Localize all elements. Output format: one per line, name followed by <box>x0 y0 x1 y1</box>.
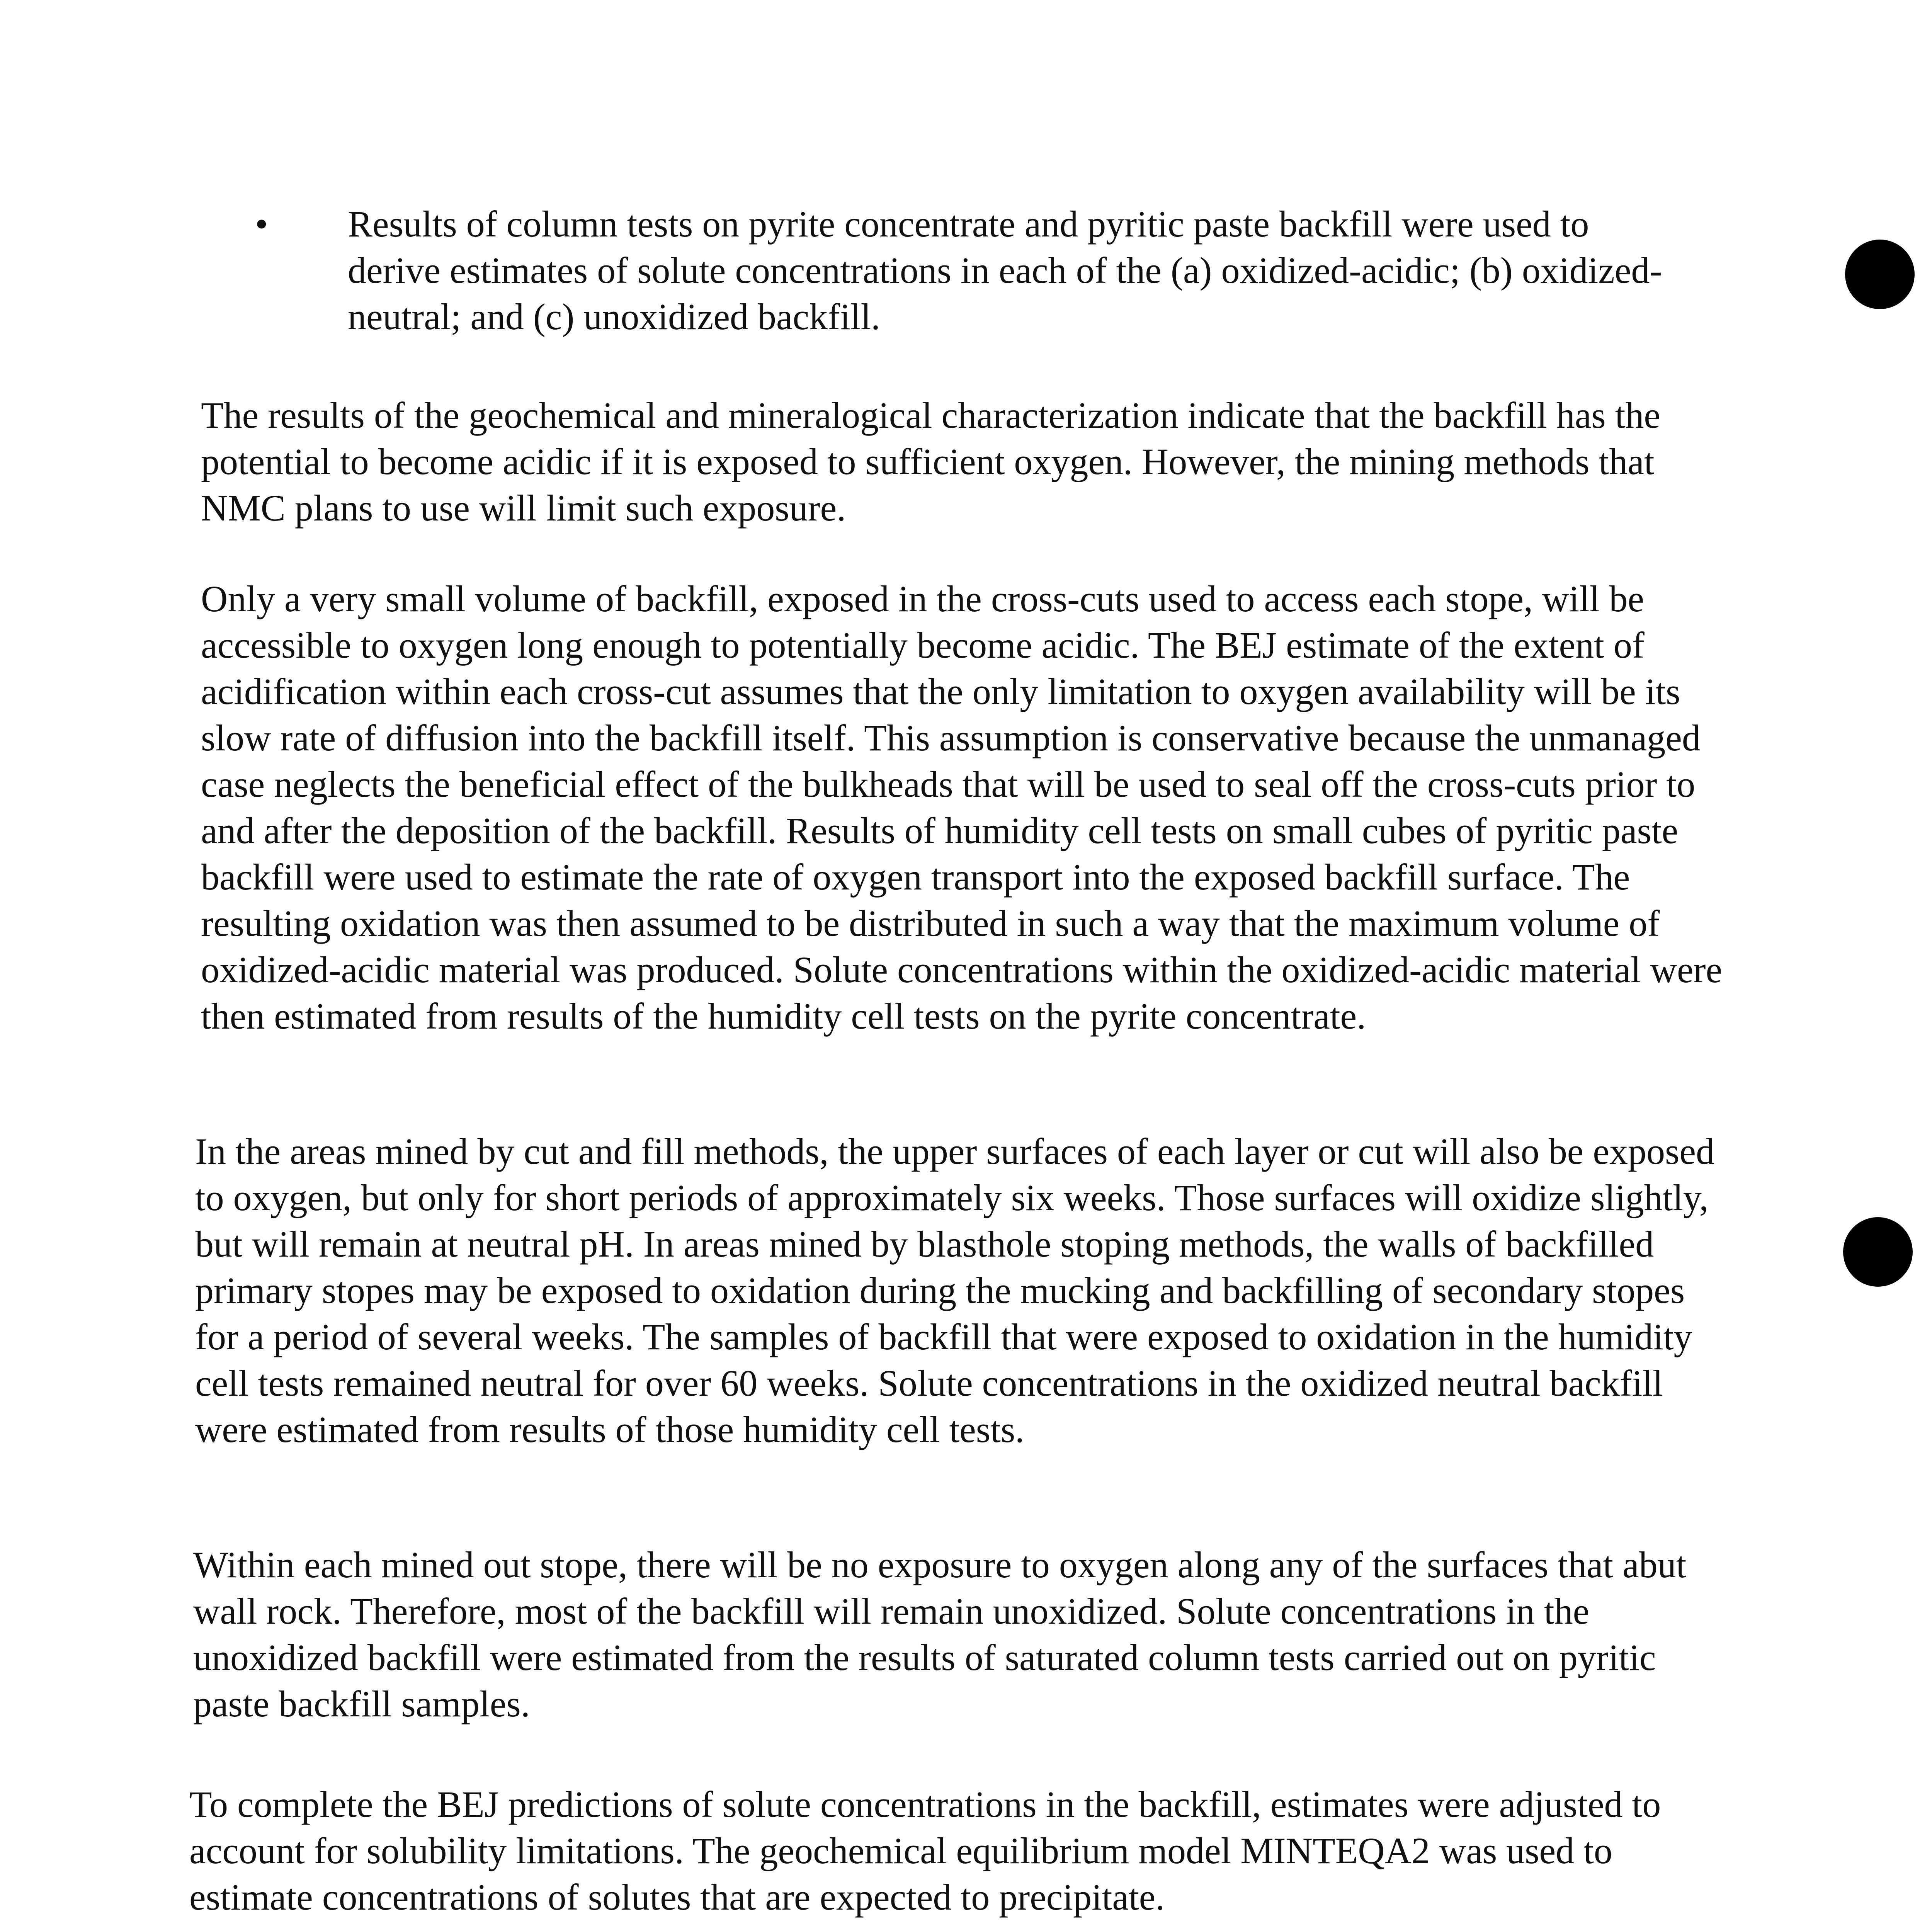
margin-bullet-dot <box>1843 1217 1913 1287</box>
margin-bullet-dot <box>1845 240 1915 309</box>
paragraph-1: The results of the geochemical and mineralogical characterization indicate that the backfill has the potential to become acidic if it is exposed to sufficient oxygen. However, the mining methods that NMC plans to use will limit such exposure. <box>201 395 1660 529</box>
paragraph-5: To complete the BEJ predictions of solute concentrations in the backfill, estimates were adjusted to account for solubility limitations. The geochemical equilibrium model MINTEQA2 was used to estimate concentrations of solutes that are expected to precipitate. <box>189 1784 1661 1918</box>
bullet-symbol: • <box>255 203 268 245</box>
paragraph-3: In the areas mined by cut and fill methods, the upper surfaces of each layer or cut will also be exposed to oxygen, but only for short periods of approximately six weeks. Those surfaces will oxidize slightly, but will remain at neutral pH. In areas mined by blasthole stoping methods, the walls of backfilled primary stopes may be exposed to oxidation during the mucking and backfilling of secondary stopes for a period of several weeks. The samples of backfill that were exposed to oxidation in the humidity cell tests remained neutral for over 60 weeks. Solute concentrations in the oxidized neutral backfill were estimated from results of those humidity cell tests. <box>195 1131 1714 1450</box>
bullet-text: Results of column tests on pyrite concentrate and pyritic paste backfill were used to derive estimates of solute concentrations in each of the (a) oxidized-acidic; (b) oxidized-neutral; and (c) unoxidized backfill. <box>348 203 1662 337</box>
paragraph-2: Only a very small volume of backfill, exposed in the cross-cuts used to access each stope, will be accessible to oxygen long enough to potentially become acidic. The BEJ estimate of the extent of acidification within each cross-cut assumes that the only limitation to oxygen availability will be its slow rate of diffusion into the backfill itself. This assumption is conservative because the unmanaged case neglects the beneficial effect of the bulkheads that will be used to seal off the cross-cuts prior to and after the deposition of the backfill. Results of humidity cell tests on small cubes of pyritic paste backfill were used to estimate the rate of oxygen transport into the exposed backfill surface. The resulting oxidation was then assumed to be distributed in such a way that the maximum volume of oxidized-acidic material was produced. Solute concentrations within the oxidized-acidic material were then estimated from results of the humidity cell tests on the pyrite concentrate. <box>201 578 1723 1037</box>
paragraph-4: Within each mined out stope, there will be no exposure to oxygen along any of the surfaces that abut wall rock. Therefore, most of the backfill will remain unoxidized. Solute concentrations in the unoxidized backfill were estimated from the results of saturated column tests carried out on pyritic paste backfill samples. <box>193 1544 1687 1725</box>
